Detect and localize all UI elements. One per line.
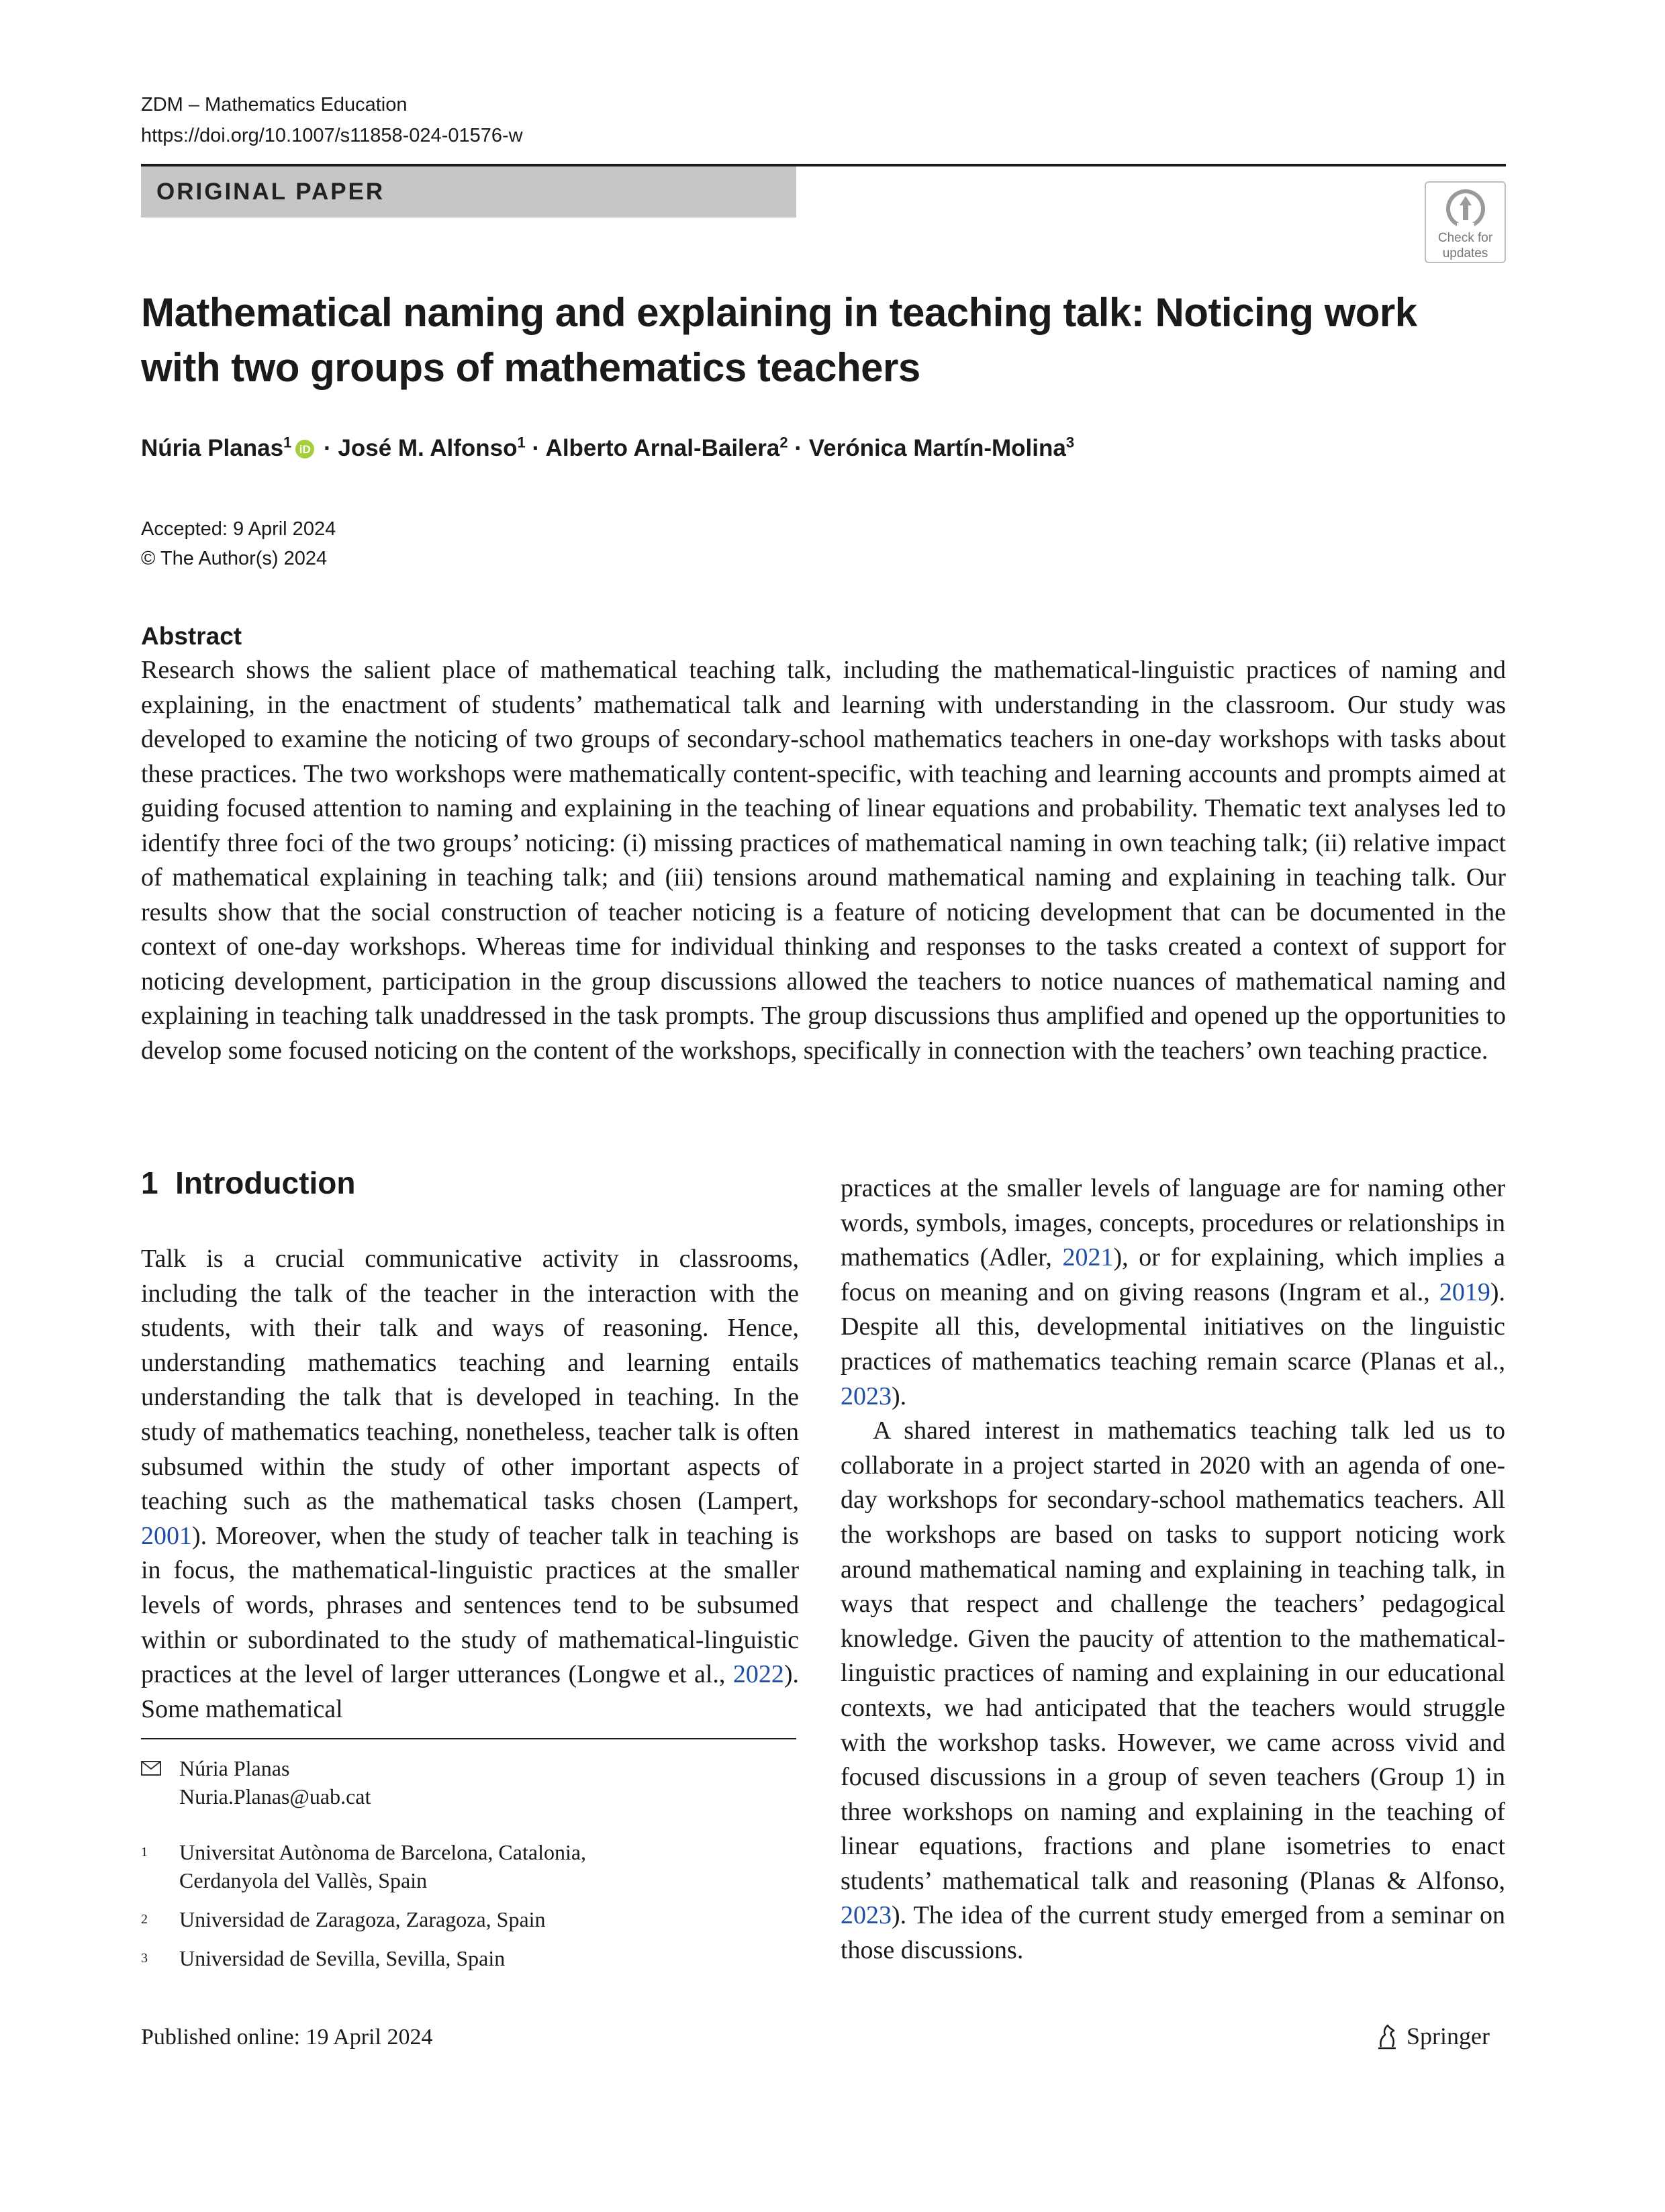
citation-link[interactable]: 2001	[141, 1521, 192, 1550]
author-name[interactable]: José M. Alfonso	[338, 435, 518, 461]
body-text: Talk is a crucial communicative activity in classrooms, including the talk of the teacher in the interaction with the students, with their talk and ways of reasoning. Hence, understanding mathematics teaching and learning entails understanding the talk that is developed in teaching. In the study of mathematics teaching, nonetheless, teacher talk is often subsumed within the study of other important aspects of teaching such as the mathematical tasks chosen (Lampert,	[141, 1245, 799, 1516]
corresponding-author-email[interactable]: Nuria.Planas@uab.cat	[179, 1784, 371, 1809]
footnote-rule	[141, 1738, 796, 1739]
corresponding-author-name: Núria Planas	[179, 1756, 290, 1780]
check-updates-line-2: updates	[1442, 246, 1488, 260]
abstract-heading: Abstract	[141, 622, 242, 650]
envelope-icon	[141, 1761, 161, 1776]
section-heading	[141, 1161, 355, 1204]
article-type-label: ORIGINAL PAPER	[156, 179, 385, 205]
author-affiliation-mark: 1	[283, 434, 292, 451]
author-affiliation-mark: 2	[779, 434, 788, 451]
publisher-name: Springer	[1407, 2023, 1490, 2050]
affiliation-line: Universitat Autònoma de Barcelona, Catalonia,	[179, 1840, 587, 1864]
copyright-notice: © The Author(s) 2024	[141, 548, 328, 569]
check-for-updates-badge[interactable]	[1425, 181, 1506, 263]
author-name[interactable]: Alberto Arnal-Bailera	[545, 435, 780, 461]
check-updates-icon	[1445, 188, 1486, 230]
affiliation-line: Cerdanyola del Vallès, Spain	[179, 1868, 428, 1892]
body-text: ).	[892, 1382, 907, 1410]
body-text: ), or for explaining, which implies a focus on meaning and on giving reasons (Ingram et al.,	[841, 1243, 1505, 1306]
author-affiliation-mark: 3	[1065, 434, 1075, 451]
right-column-body	[841, 1171, 1505, 1968]
body-text: ). The idea of the current study emerged from a seminar on those discussions.	[841, 1901, 1505, 1965]
paper-title	[141, 285, 1450, 395]
published-online-date: Published online: 19 April 2024	[141, 2025, 433, 2050]
section-title: Introduction	[175, 1165, 356, 1200]
citation-link[interactable]: 2023	[841, 1901, 892, 1930]
affiliation-3	[141, 1944, 786, 1972]
author-list: Núria Planas$^1$ iD · José M. Alfonso$^1$ · Alberto Arnal-Bailera$^2$ · Verónica Martín-Molina$^3$	[141, 434, 1075, 461]
journal-name: ZDM – Mathematics Education	[141, 94, 408, 115]
affiliation-line: Universidad de Zaragoza, Zaragoza, Spain	[179, 1907, 546, 1931]
body-text: practices at the smaller levels of language are for naming other words, symbols, images, concepts, procedures or relationships in mathematics (Adler,	[841, 1174, 1505, 1272]
citation-link[interactable]: 2023	[841, 1382, 892, 1410]
abstract-text: Research shows the salient place of mathematical teaching talk, including the mathematical-linguistic practices of naming and explaining, in the enactment of students’ mathematical talk and learning with understanding in the classroom. Our study was developed to examine the noticing of two groups of secondary-school mathematics teachers in one-day workshops with tasks about these practices. The two workshops were mathematically content-specific, with teaching and learning accounts and prompts aimed at guiding focused attention to naming and explaining in the teaching of linear equations and probability. Thematic text analyses led to identify three foci of the two groups’ noticing: (i) missing practices of mathematical naming in own teaching talk; (ii) relative impact of mathematical explaining in teaching talk; and (iii) tensions around mathematical naming and explaining in teaching talk. Our results show that the social construction of teacher noticing is a feature of noticing development that can be documented in the context of one-day workshops. Whereas time for individual thinking and responses to the tasks created a context of support for noticing development, participation in the group discussions allowed the teachers to notice nuances of mathematical naming and explaining in teaching talk unaddressed in the task prompts. The group discussions thus amplified and opened up the opportunities to develop some focused noticing on the content of the workshops, specifically in connection with the teachers’ own teaching practice.	[141, 656, 1506, 1065]
affiliation-line: Universidad de Sevilla, Sevilla, Spain	[179, 1946, 506, 1970]
citation-link[interactable]: 2022	[732, 1660, 784, 1689]
citation-link[interactable]: 2019	[1439, 1278, 1490, 1306]
intro-paragraph-continued	[841, 1171, 1505, 1414]
check-updates-line-1: Check for	[1437, 231, 1493, 245]
body-text: A shared interest in mathematics teaching talk led us to collaborate in a project started in 2020 with an agenda of one-day workshops for secondary-school mathematics teachers. All the workshops are based on tasks to support noticing work around mathematical naming and explaining in teaching talk, in ways that respect and challenge the teachers’ pedagogical knowledge. Given the paucity of attention to the mathematical-linguistic practices of naming and explaining in our educational contexts, we had anticipated that the teachers would struggle with the workshop tasks. However, we came across vivid and focused discussions in a group of seven teachers (Group 1) in three workshops on naming and explaining in the teaching of linear equations, fractions and plane isometries to enact students’ mathematical talk and reasoning (Planas & Alfonso,	[841, 1416, 1505, 1895]
citation-link[interactable]: 2021	[1062, 1243, 1114, 1272]
author-name[interactable]: Núria Planas	[141, 435, 284, 461]
doi-link[interactable]: https://doi.org/10.1007/s11858-024-01576-w	[141, 125, 523, 146]
body-text: ). Moreover, when the study of teacher talk in teaching is in focus, the mathematical-linguistic practices at the smaller levels of words, phrases and sentences tend to be subsumed within or subordinated to the study of mathematical-linguistic practices at the level of larger utterances (Longwe et al.,	[141, 1521, 799, 1689]
publication-dates	[141, 514, 336, 573]
affiliation-mark: 3	[141, 1951, 148, 1966]
accepted-date: Accepted: 9 April 2024	[141, 518, 336, 540]
section-number: 1	[141, 1165, 158, 1200]
author-affiliation-mark: 1	[517, 434, 526, 451]
intro-paragraph-1	[141, 1242, 799, 1727]
left-column-body	[141, 1242, 799, 1727]
affiliation-mark: 2	[141, 1912, 148, 1927]
affiliation-mark: 1	[141, 1845, 148, 1860]
title-line-1: Mathematical naming and explaining in teaching talk: Noticing work	[141, 290, 1417, 335]
orcid-icon[interactable]: iD	[295, 440, 314, 459]
author-name[interactable]: Verónica Martín-Molina	[808, 435, 1066, 461]
intro-paragraph-2	[841, 1414, 1505, 1968]
journal-header	[141, 89, 523, 151]
affiliation-2	[141, 1905, 786, 1933]
affiliation-1	[141, 1838, 786, 1894]
body-text: ). Some mathematical	[141, 1660, 799, 1723]
springer-horse-icon	[1376, 2023, 1400, 2050]
publisher-logo[interactable]	[1376, 2019, 1490, 2054]
title-line-2: with two groups of mathematics teachers	[141, 345, 920, 390]
body-text: ). Despite all this, developmental initiatives on the linguistic practices of mathematics teaching remain scarce (Planas et al.,	[841, 1278, 1505, 1376]
